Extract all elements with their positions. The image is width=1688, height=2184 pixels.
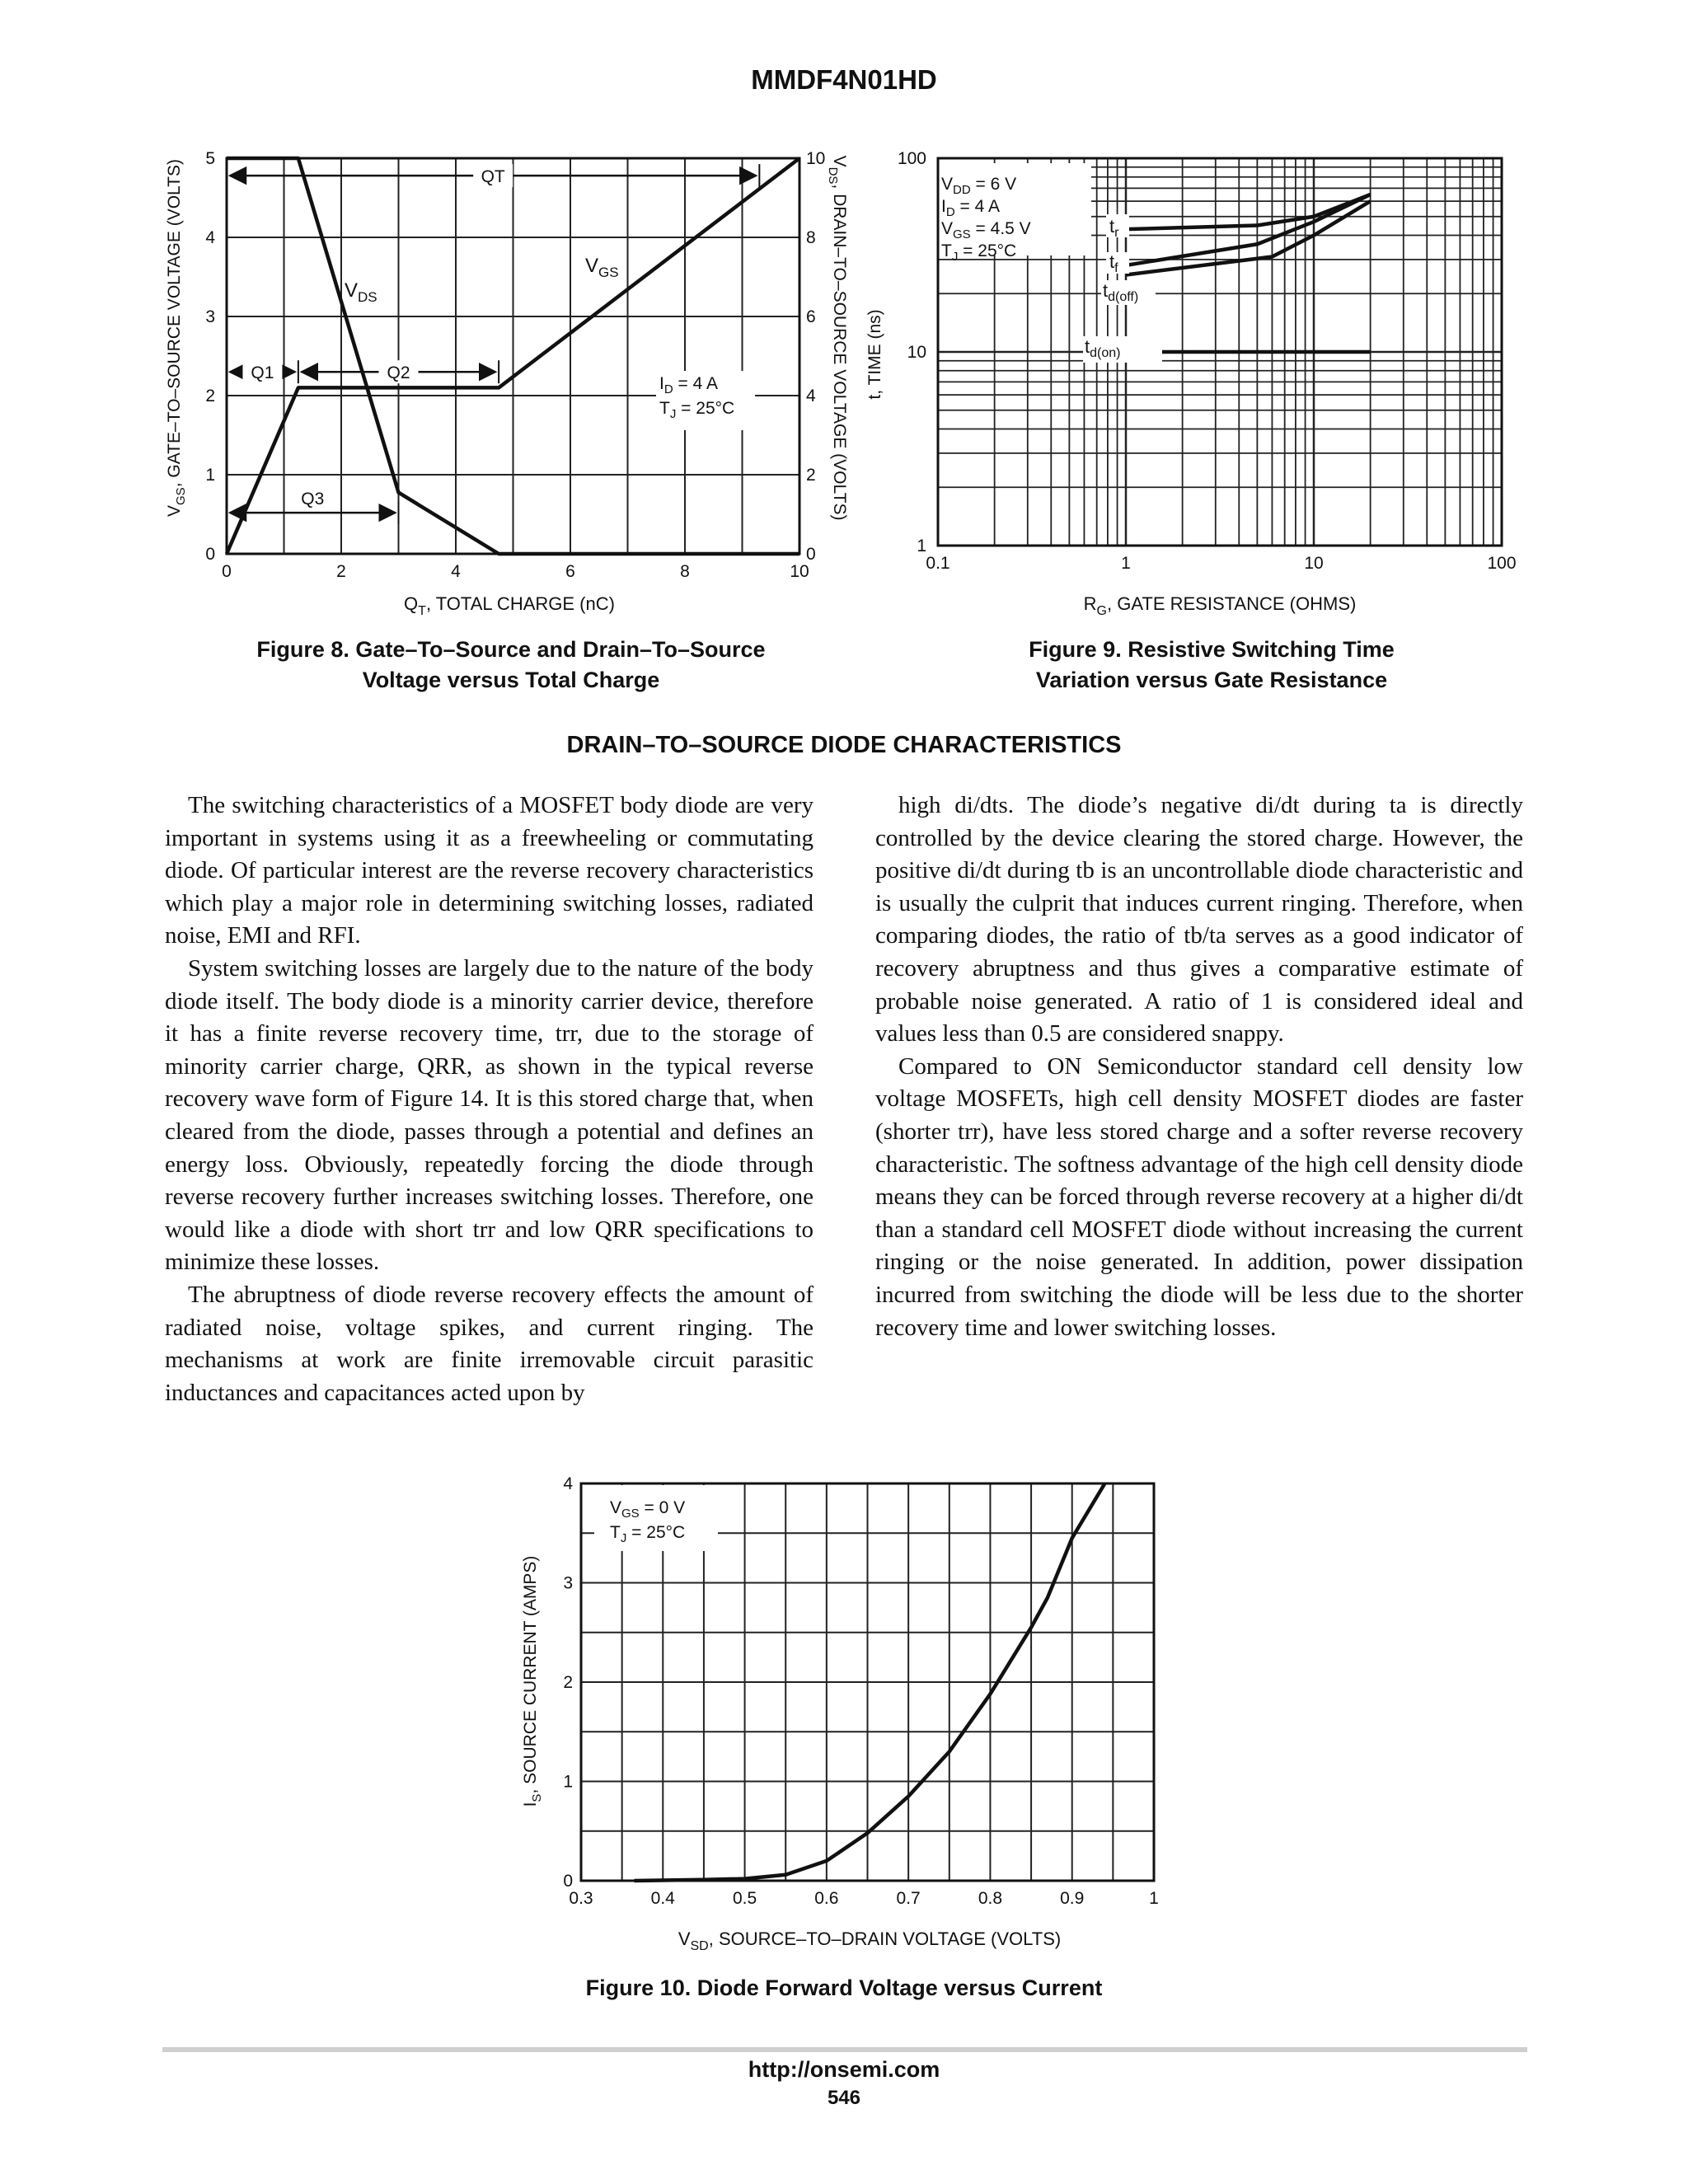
figure-9-caption-line2: Variation versus Gate Resistance [1035,668,1388,692]
svg-text:tf: $t_f$ [1109,251,1118,275]
fig8-xtick-label: 2 [336,562,346,581]
svg-text:ID = 4 A: $I_D = 4$ A [659,374,718,396]
fig8-ytick-left-label: 2 [205,387,215,405]
fig8-xtick-label: 8 [680,562,690,581]
fig8-arrow-label-text: Q3 [301,490,325,509]
fig10-xtick-label: 0.7 [896,1889,921,1908]
fig9-xtick-label: 0.1 [926,554,950,573]
fig9-xtick-label: 100 [1487,554,1517,573]
fig10-ytick-label: 2 [563,1673,573,1692]
fig8-arrow-label-text: Q2 [387,363,410,383]
page-number: 546 [827,2087,861,2109]
fig9-ytick-label: 1 [917,537,926,555]
fig8-ylabel-left: $V_{GS}$, GATE–TO–SOURCE VOLTAGE (VOLTS) [165,158,188,518]
fig10-xlabel: $V_{SD}$, SOURCE–TO–DRAIN VOLTAGE (VOLTS) [678,1929,1062,1953]
fig8-label-vds: $V_{DS}$ [345,279,377,305]
svg-text:TJ = 25°C: $T_J = 25^\circ C$ [659,399,735,421]
figure-8-caption-line2: Voltage versus Total Charge [362,668,660,692]
fig10-ytick-label: 1 [563,1772,573,1792]
fig9-ytick-label: 10 [907,343,926,362]
fig8-xlabel: $Q_T$, TOTAL CHARGE (nC) [404,593,615,618]
footer-link[interactable]: http://onsemi.com [748,2057,940,2082]
fig8-ylabel-right: $V_{DS}$, DRAIN–TO–SOURCE VOLTAGE (VOLTS) [826,155,849,521]
fig10-xtick-label: 0.9 [1060,1889,1085,1908]
fig9-xtick-label: 1 [1121,554,1131,573]
fig9-series [1126,194,1371,352]
fig8-xtick-label: 4 [451,562,461,581]
fig8-xtick-label: 6 [565,562,575,581]
fig9-xlabel: $R_G$, GATE RESISTANCE (OHMS) [1083,593,1357,618]
fig10-ylabel: $I_S$, SOURCE CURRENT (AMPS) [521,1555,544,1807]
text-column-right [875,790,1523,1344]
fig8-conditions [656,371,755,430]
svg-text:TJ = 25°C: $T_J = 25^\circ C$ [610,1523,686,1545]
paragraph: high di/dts. The diode’s negative di/dt during ta is directly controlled by the device clearing the stored charge. However, the positive di/dt during tb is an uncontrollable diode characteristic and is usually the culprit that induces current ringing. Therefore, when comparing diodes, the ratio of tb/ta serves as a good indicator of recovery abruptness and thus gives a comparative estimate of probable noise generated. A ratio of 1 is considered ideal and values less than 0.5 are considered snappy. [875,792,1523,1047]
fig10-ytick-label: 3 [563,1573,573,1593]
fig8-arrow-label-q2 [379,360,419,383]
svg-text:VGS = 0 V: $V_{GS} = 0$ V [610,1498,686,1521]
fig8-ytick-right-label: 4 [806,387,816,405]
fig9-xtick-label: 10 [1304,554,1324,573]
fig10-xtick-label: 0.8 [978,1889,1003,1908]
fig9-series-labels [1083,214,1162,363]
fig8-ytick-left-label: 3 [205,307,215,326]
figure-8-caption-line1: Figure 8. Gate–To–Source and Drain–To–Source [256,637,766,662]
fig8-arrow-label-text: QT [481,167,505,187]
page-title: MMDF4N01HD [751,64,937,95]
fig8-arrow-label-text: Q1 [251,363,274,383]
figure-9-caption [915,635,1508,696]
fig8-arrow-label-q1 [242,360,282,383]
svg-text:VDD = 6 V: $V_{DD} = 6$ V [941,175,1017,197]
fig10-xtick-label: 0.6 [814,1889,839,1908]
fig8-ytick-left-label: 4 [205,228,215,247]
figure-10-chart [507,1467,1183,1953]
svg-text:VGS = 4.5 V: $V_{GS} = 4.5$ V [941,219,1031,241]
fig8-arrow-label-qt [473,164,513,187]
figure-9-caption-line1: Figure 9. Resistive Switching Time [1029,637,1395,662]
fig8-ytick-right-label: 0 [806,545,816,564]
fig10-ytick-label: 4 [563,1474,573,1493]
figure-10-caption: Figure 10. Diode Forward Voltage versus Current [585,1975,1103,2000]
fig9-ytick-label: 100 [897,149,926,168]
fig9-ylabel: t, TIME (ns) [865,309,884,400]
fig10-ytick-label: 0 [563,1872,573,1891]
paragraph: The abruptness of diode reverse recovery effects the amount of radiated noise, voltage spikes, and current ringing. The mechanisms at work are finite irremovable circuit parasitic inductances and capacitances acted upon by [165,1281,814,1406]
text-column-left [165,790,814,1409]
svg-text:td(on): $t_{d(on)}$ [1085,336,1121,360]
figure-9-chart [857,140,1517,626]
fig10-xtick-label: 1 [1149,1889,1159,1908]
footer-rule [162,2047,1527,2052]
svg-text:td(off): $t_{d(off)}$ [1103,280,1139,304]
fig8-ytick-left-label: 5 [205,149,215,168]
fig10-xtick-label: 0.4 [650,1889,675,1908]
fig8-ytick-right-label: 8 [806,228,816,247]
paragraph: Compared to ON Semiconductor standard cell density low voltage MOSFETs, high cell density MOSFET diodes are faster (shorter trr), have less stored charge and a softer reverse recovery characteristic. The softness advantage of the high cell density diode means they can be forced through reverse recovery at a higher di/dt than a standard cell MOSFET diode without increasing the current ringing or the noise generated. In addition, power dissipation incurred from switching the diode will be less due to the shorter recovery time and lower switching losses. [875,1052,1523,1341]
svg-text:ID = 4 A: $I_D = 4$ A [941,197,1000,219]
fig8-label-vgs: $V_{GS}$ [585,255,619,280]
fig8-ytick-left-label: 1 [205,466,215,485]
fig8-xtick-label: 0 [222,562,232,581]
fig8-annotations [230,164,759,524]
fig8-xtick-label: 10 [790,562,809,581]
fig8-ytick-right-label: 2 [806,466,816,485]
fig9-conditions [938,163,1091,264]
svg-text:TJ = 25°C: $T_J = 25^\circ C$ [941,241,1017,264]
paragraph: System switching losses are largely due to the nature of the body diode itself. The body diode is a minority carrier device, therefore it has a finite reverse recovery time, trr, due to the storage of minority carrier charge, QRR, as shown in the typical reverse recovery wave form of Figure 14. It is this stored charge that, when cleared from the diode, passes through a potential and defines an energy loss. Obviously, repeatedly forcing the diode through reverse recovery further increases switching losses. Therefore, one would like a diode with short trr and low QRR specifications to minimize these losses. [165,954,814,1276]
paragraph: The switching characteristics of a MOSFET body diode are very important in systems using it as a freewheeling or commutating diode. Of particular interest are the reverse recovery characteristics which play a major role in determining switching losses, radiated noise, EMI and RFI. [165,792,814,949]
figure-8-chart [157,140,865,626]
fig8-ytick-right-label: 6 [806,307,816,326]
fig8-ytick-left-label: 0 [205,545,215,564]
fig10-xtick-label: 0.3 [569,1889,593,1908]
svg-text:tr: $t_r$ [1109,216,1119,240]
fig8-arrow-label-q3 [293,486,332,509]
figure-8-caption [157,635,865,696]
fig8-ytick-right-label: 10 [806,149,826,168]
fig10-xtick-label: 0.5 [732,1889,757,1908]
section-heading: DRAIN–TO–SOURCE DIODE CHARACTERISTICS [566,732,1122,758]
fig10-conditions [594,1485,718,1551]
